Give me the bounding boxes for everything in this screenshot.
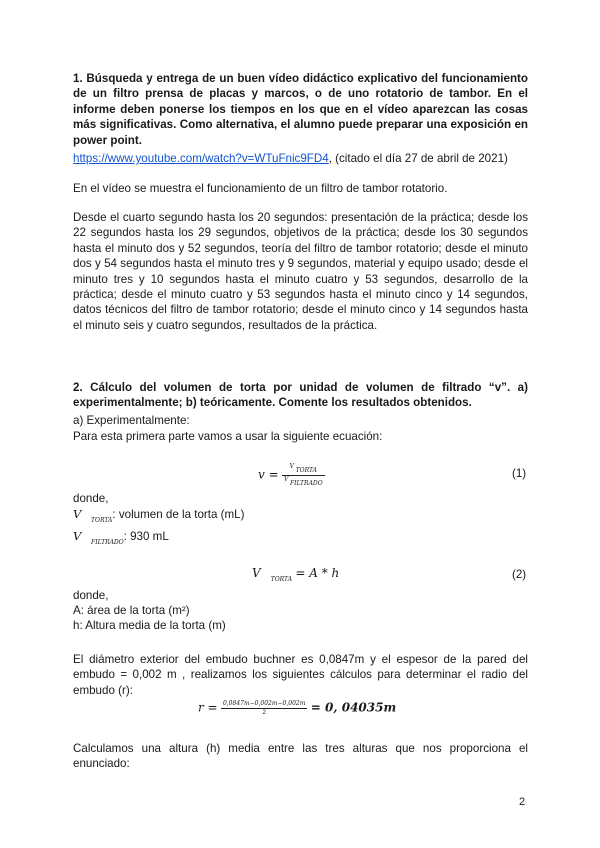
video-timeline: Desde el cuarto segundo hasta los 20 segundos: presentación de la práctica; desde los 22 segundos hasta los 29 segundos, objetivos de la práctica; desde los 30 segundos hasta el minuto dos y 52 segundos, teoría del filtro de tambor rotatorio; desde el minuto dos y 54 segundos hasta el minuto tres y 9 segundos, material y equipo usado; desde el minuto tres y 10 segundos hasta el minuto cuatro y 53 segundos, desarrollo de la práctica; desde el minuto cuatro y 53 segundos hasta el minuto cinco y 14 segundos, datos técnicos del filtro de tambor rotatorio; desde el minuto cinco y 14 segundos hasta el minuto seis y cuatro segundos, resultados de la práctica. bbox=[73, 211, 528, 332]
video-intro: En el vídeo se muestra el funcionamiento de un filtro de tambor rotatorio. bbox=[73, 182, 448, 195]
youtube-link[interactable]: https://www.youtube.com/watch?v=WTuFnic9FD4 bbox=[73, 152, 329, 165]
equation-radius: r = $\frac{0,0847m-0,002m-0,002m}{2}$ = 0, 04035m bbox=[198, 700, 397, 716]
equation-radius-fraction: $\frac{0,0847m-0,002m-0,002m}{2}$ bbox=[222, 700, 306, 716]
var-v-torta: V $_{TORTA}$: volumen de la torta (mL) bbox=[73, 507, 245, 524]
equation-1-number: (1) bbox=[512, 467, 527, 480]
var-v-filtrado: V $_{FILTRADO}$: 930 mL bbox=[73, 529, 169, 546]
equation-2: V $_{TORTA}$ = A * h bbox=[252, 566, 340, 583]
donde-label-1: donde, bbox=[73, 492, 109, 505]
equation-1-fraction: $\frac{\text{V TORTA}}{\text{V FILTRADO}}$ bbox=[284, 463, 323, 487]
equation-1: v = $\frac{\text{V TORTA}}{\text{V FILTRADO}}$ bbox=[258, 463, 323, 487]
section2-heading: 2. Cálculo del volumen de torta por unidad de volumen de filtrado “v”. a) experimentalmente; b) teóricamente. Comente los resultados obtenidos. bbox=[73, 381, 528, 410]
equation-intro: Para esta primera parte vamos a usar la siguiente ecuación: bbox=[73, 430, 383, 443]
source-citation bbox=[73, 151, 508, 166]
donde-label-2: donde, bbox=[73, 589, 109, 602]
citation-date: , (citado el día 27 de abril de 2021) bbox=[328, 152, 508, 165]
diameter-paragraph: El diámetro exterior del embudo buchner es 0,0847m y el espesor de la pared del embudo = 0,002 m , realizamos los siguientes cálculos para determinar el radio del embudo (r): bbox=[73, 653, 528, 697]
page-number: 2 bbox=[519, 796, 526, 808]
def-altura: h: Altura media de la torta (m) bbox=[73, 619, 226, 632]
def-area: A: área de la torta (m²) bbox=[73, 604, 190, 617]
altura-paragraph: Calculamos una altura (h) media entre las tres alturas que nos proporciona el enunciado: bbox=[73, 742, 528, 771]
section1-heading: 1. Búsqueda y entrega de un buen vídeo didáctico explicativo del funcionamiento de un filtro prensa de placas y marcos, o de uno rotatorio de tambor. En el informe deben ponerse los tiempos en los que en el vídeo aparezcan las cosas más significativas. Como alternativa, el alumno puede preparar una exposición en power point. bbox=[73, 72, 528, 147]
subsection-a: a) Experimentalmente: bbox=[73, 414, 190, 427]
equation-2-number: (2) bbox=[512, 568, 527, 581]
